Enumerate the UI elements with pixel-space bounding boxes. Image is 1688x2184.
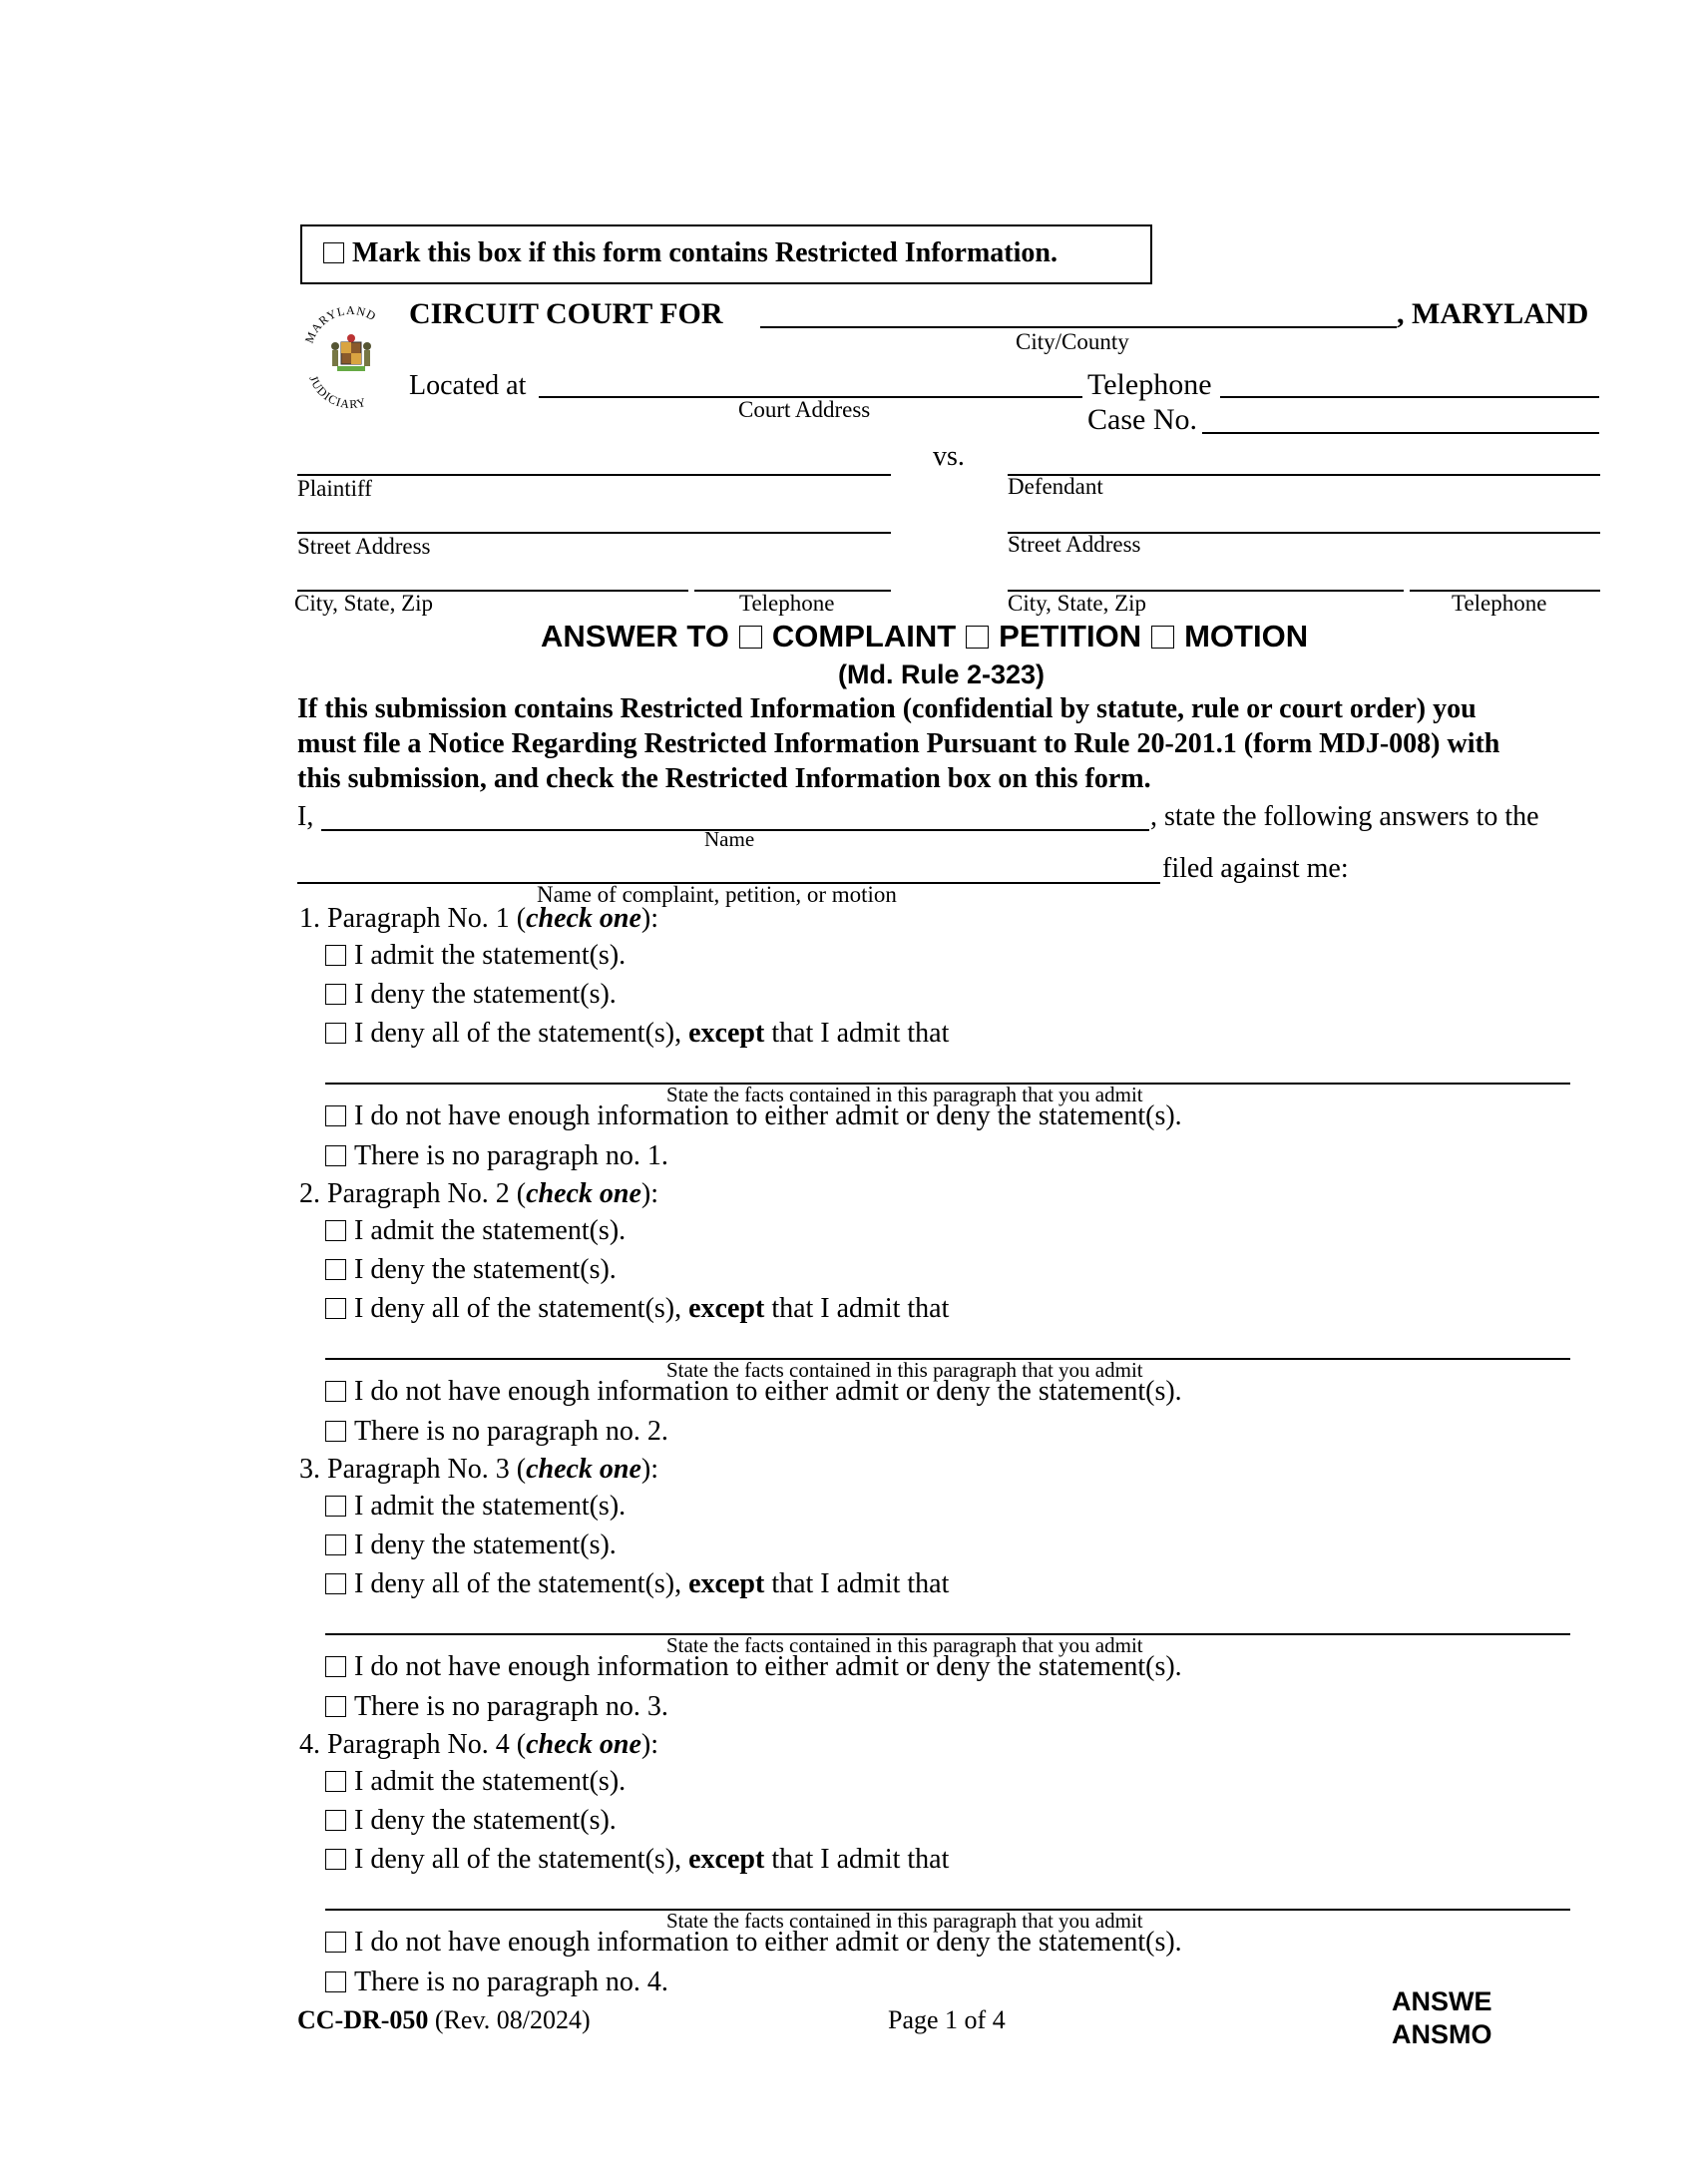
case-number-field[interactable] xyxy=(1202,432,1599,434)
circuit-court-label: CIRCUIT COURT FOR xyxy=(409,297,723,330)
not-enough-info-checkbox[interactable] xyxy=(325,1656,346,1677)
court-address-caption: Court Address xyxy=(738,397,871,422)
no-paragraph-checkbox[interactable] xyxy=(325,1696,346,1717)
deny-except-option: I deny all of the statement(s), except that I admit that xyxy=(325,1293,949,1325)
i-prefix: I, xyxy=(297,801,314,832)
state-following-text: , state the following answers to the xyxy=(1150,801,1539,832)
plaintiff-city-caption: City, State, Zip xyxy=(294,591,434,616)
no-paragraph-checkbox[interactable] xyxy=(325,1971,346,1992)
admit-checkbox[interactable] xyxy=(325,1771,346,1792)
filed-against-text: filed against me: xyxy=(1162,853,1349,884)
plaintiff-caption: Plaintiff xyxy=(297,476,372,501)
deny-option: I deny the statement(s). xyxy=(325,1805,617,1837)
admit-option: I admit the statement(s). xyxy=(325,1766,626,1798)
deny-except-option: I deny all of the statement(s), except that I admit that xyxy=(325,1018,949,1050)
paragraph-heading: 2. Paragraph No. 2 (check one): xyxy=(299,1178,659,1209)
form-title xyxy=(541,619,1308,655)
no-paragraph-option: There is no paragraph no. 1. xyxy=(325,1140,668,1172)
seal-text-top: MARYLAND xyxy=(301,302,379,346)
city-county-field[interactable] xyxy=(760,326,1397,328)
notice-line-2: must file a Notice Regarding Restricted Information Pursuant to Rule 20-201.1 (form MDJ-008) with xyxy=(297,728,1500,759)
no-paragraph-option: There is no paragraph no. 2. xyxy=(325,1416,668,1448)
name-caption: Name xyxy=(704,827,755,851)
plaintiff-field[interactable] xyxy=(297,474,891,476)
plaintiff-street-caption: Street Address xyxy=(297,534,431,559)
deny-checkbox[interactable] xyxy=(325,1810,346,1831)
paragraph-heading: 4. Paragraph No. 4 (check one): xyxy=(299,1729,659,1760)
form-id xyxy=(297,2005,591,2035)
admit-option: I admit the statement(s). xyxy=(325,1215,626,1247)
facts-caption: State the facts contained in this paragraph that you admit xyxy=(666,1909,1143,1933)
seal-text-bottom: JUDICIARY xyxy=(306,373,368,412)
motion-label: MOTION xyxy=(1184,619,1309,654)
not-enough-info-checkbox[interactable] xyxy=(325,1932,346,1953)
answer-to-label: ANSWER TO xyxy=(541,619,729,654)
restricted-info-label: Mark this box if this form contains Restricted Information. xyxy=(352,237,1057,268)
plaintiff-telephone-caption: Telephone xyxy=(739,591,835,616)
paragraph-heading: 1. Paragraph No. 1 (check one): xyxy=(299,903,659,934)
located-at-label: Located at xyxy=(409,370,527,401)
svg-text:MARYLAND xyxy=(302,303,379,345)
admit-option: I admit the statement(s). xyxy=(325,940,626,972)
facts-caption: State the facts contained in this paragraph that you admit xyxy=(666,1083,1143,1106)
admit-option: I admit the statement(s). xyxy=(325,1491,626,1523)
not-enough-info-option: I do not have enough information to either admit or deny the statement(s). xyxy=(325,1376,1182,1408)
deny-except-checkbox[interactable] xyxy=(325,1023,346,1044)
restricted-info-row xyxy=(323,237,1057,269)
no-paragraph-checkbox[interactable] xyxy=(325,1421,346,1442)
deny-except-option: I deny all of the statement(s), except that I admit that xyxy=(325,1568,949,1600)
form-code-1: ANSWE xyxy=(1392,1986,1492,2016)
deny-option: I deny the statement(s). xyxy=(325,1529,617,1561)
maryland-judiciary-seal-icon xyxy=(297,294,405,412)
deny-option: I deny the statement(s). xyxy=(325,979,617,1011)
form-number: CC-DR-050 xyxy=(297,2005,429,2034)
deny-except-checkbox[interactable] xyxy=(325,1849,346,1870)
motion-checkbox[interactable] xyxy=(1151,626,1174,649)
complaint-label: COMPLAINT xyxy=(771,619,957,654)
deny-except-checkbox[interactable] xyxy=(325,1298,346,1319)
deny-checkbox[interactable] xyxy=(325,1259,346,1280)
not-enough-info-option: I do not have enough information to either admit or deny the statement(s). xyxy=(325,1651,1182,1683)
notice-line-3: this submission, and check the Restricted Information box on this form. xyxy=(297,763,1151,794)
deny-checkbox[interactable] xyxy=(325,984,346,1005)
defendant-city-caption: City, State, Zip xyxy=(1008,591,1147,616)
not-enough-info-checkbox[interactable] xyxy=(325,1105,346,1126)
paragraph-heading: 3. Paragraph No. 3 (check one): xyxy=(299,1454,659,1485)
defendant-street-caption: Street Address xyxy=(1008,532,1141,557)
maryland-label: , MARYLAND xyxy=(1397,297,1589,330)
deny-option: I deny the statement(s). xyxy=(325,1254,617,1286)
complaint-name-caption: Name of complaint, petition, or motion xyxy=(537,882,897,907)
not-enough-info-checkbox[interactable] xyxy=(325,1381,346,1402)
form-revision: (Rev. 08/2024) xyxy=(428,2005,591,2034)
admit-checkbox[interactable] xyxy=(325,1496,346,1517)
no-paragraph-option: There is no paragraph no. 3. xyxy=(325,1691,668,1723)
deny-checkbox[interactable] xyxy=(325,1534,346,1555)
no-paragraph-checkbox[interactable] xyxy=(325,1145,346,1166)
facts-caption: State the facts contained in this paragraph that you admit xyxy=(666,1358,1143,1382)
not-enough-info-option: I do not have enough information to either admit or deny the statement(s). xyxy=(325,1100,1182,1132)
admit-checkbox[interactable] xyxy=(325,945,346,966)
defendant-caption: Defendant xyxy=(1008,474,1103,499)
telephone-label: Telephone xyxy=(1087,368,1212,401)
admit-checkbox[interactable] xyxy=(325,1220,346,1241)
case-no-label: Case No. xyxy=(1087,403,1197,436)
notice-line-1: If this submission contains Restricted Information (confidential by statute, rule or court order) you xyxy=(297,693,1477,724)
complaint-checkbox[interactable] xyxy=(739,626,762,649)
restricted-info-checkbox[interactable] xyxy=(323,242,344,263)
page-number: Page 1 of 4 xyxy=(888,2005,1006,2034)
svg-text:JUDICIARY xyxy=(306,374,368,412)
petition-label: PETITION xyxy=(999,619,1142,654)
facts-caption: State the facts contained in this paragraph that you admit xyxy=(666,1633,1143,1657)
no-paragraph-option: There is no paragraph no. 4. xyxy=(325,1966,668,1998)
rule-subtitle: (Md. Rule 2-323) xyxy=(838,659,1046,689)
not-enough-info-option: I do not have enough information to either admit or deny the statement(s). xyxy=(325,1927,1182,1959)
form-code-2: ANSMO xyxy=(1392,2019,1492,2049)
petition-checkbox[interactable] xyxy=(966,626,989,649)
court-telephone-field[interactable] xyxy=(1220,396,1599,398)
vs-label: vs. xyxy=(933,441,965,472)
deny-except-checkbox[interactable] xyxy=(325,1573,346,1594)
city-county-caption: City/County xyxy=(1016,329,1129,354)
defendant-telephone-caption: Telephone xyxy=(1452,591,1547,616)
deny-except-option: I deny all of the statement(s), except that I admit that xyxy=(325,1844,949,1876)
